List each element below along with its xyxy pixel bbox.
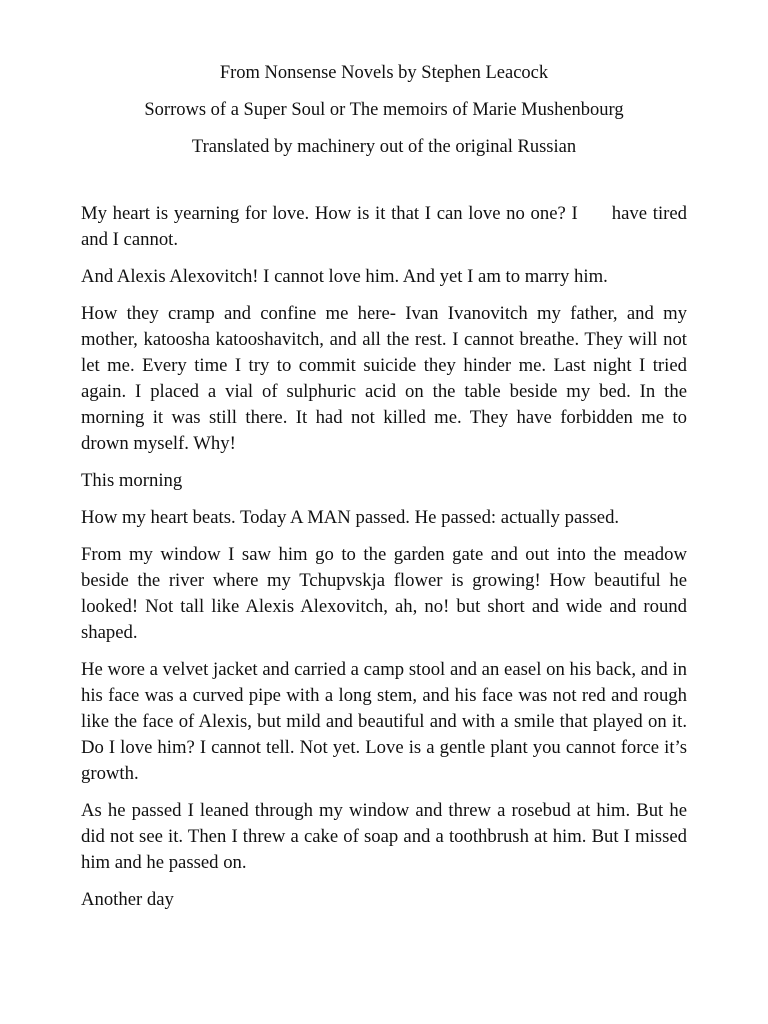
document-body	[81, 201, 692, 913]
paragraph-2: And Alexis Alexovitch! I cannot love him. And yet I am to marry him.	[81, 266, 608, 287]
paragraph-4: How my heart beats. Today A MAN passed. He passed: actually passed.	[81, 507, 620, 528]
paragraph-3: How they cramp and confine me here- Ivan Ivanovitch my father, and my mother, katoosha katooshavitch, and all the rest. I cannot breathe. They will not let me. Every time I try to commit suicide they hinder me. Last night I tried again. I placed a vial of sulphuric acid on the table beside my bed. In the morning it was still there. It had not killed me. They have forbidden me to drown myself. Why!	[81, 303, 687, 454]
paragraph-7: As he passed I leaned through my window and threw a rosebud at him. But he did not see it. Then I threw a cake of soap and a toothbrush at him. But I missed him and he passed on.	[81, 800, 687, 873]
story-title: Sorrows of a Super Soul or The memoirs of Marie Mushenbourg	[144, 100, 624, 120]
paragraph-5: From my window I saw him go to the garden gate and out into the meadow beside the river where my Tchupvskja flower is growing! How beautiful he looked! Not tall like Alexis Alexovitch, ah, no! but short and wide and round shaped.	[81, 544, 687, 643]
paragraph-6: He wore a velvet jacket and carried a camp stool and an easel on his back, and in his face was a curved pipe with a long stem, and his face was not red and rough like the face of Alexis, but mild and beautiful and with a smile that played on it. Do I love him? I cannot tell. Not yet. Love is a gentle plant you cannot force it’s growth.	[81, 659, 687, 784]
section-heading-another-day: Another day	[81, 889, 174, 910]
paragraph-1: My heart is yearning for love. How is it that I can love no one? I have tired and I cannot.	[81, 203, 692, 250]
section-heading-this-morning: This morning	[81, 470, 183, 491]
translation-note: Translated by machinery out of the original Russian	[191, 137, 577, 157]
source-title: From Nonsense Novels by Stephen Leacock	[219, 63, 549, 83]
document-header	[81, 60, 687, 160]
